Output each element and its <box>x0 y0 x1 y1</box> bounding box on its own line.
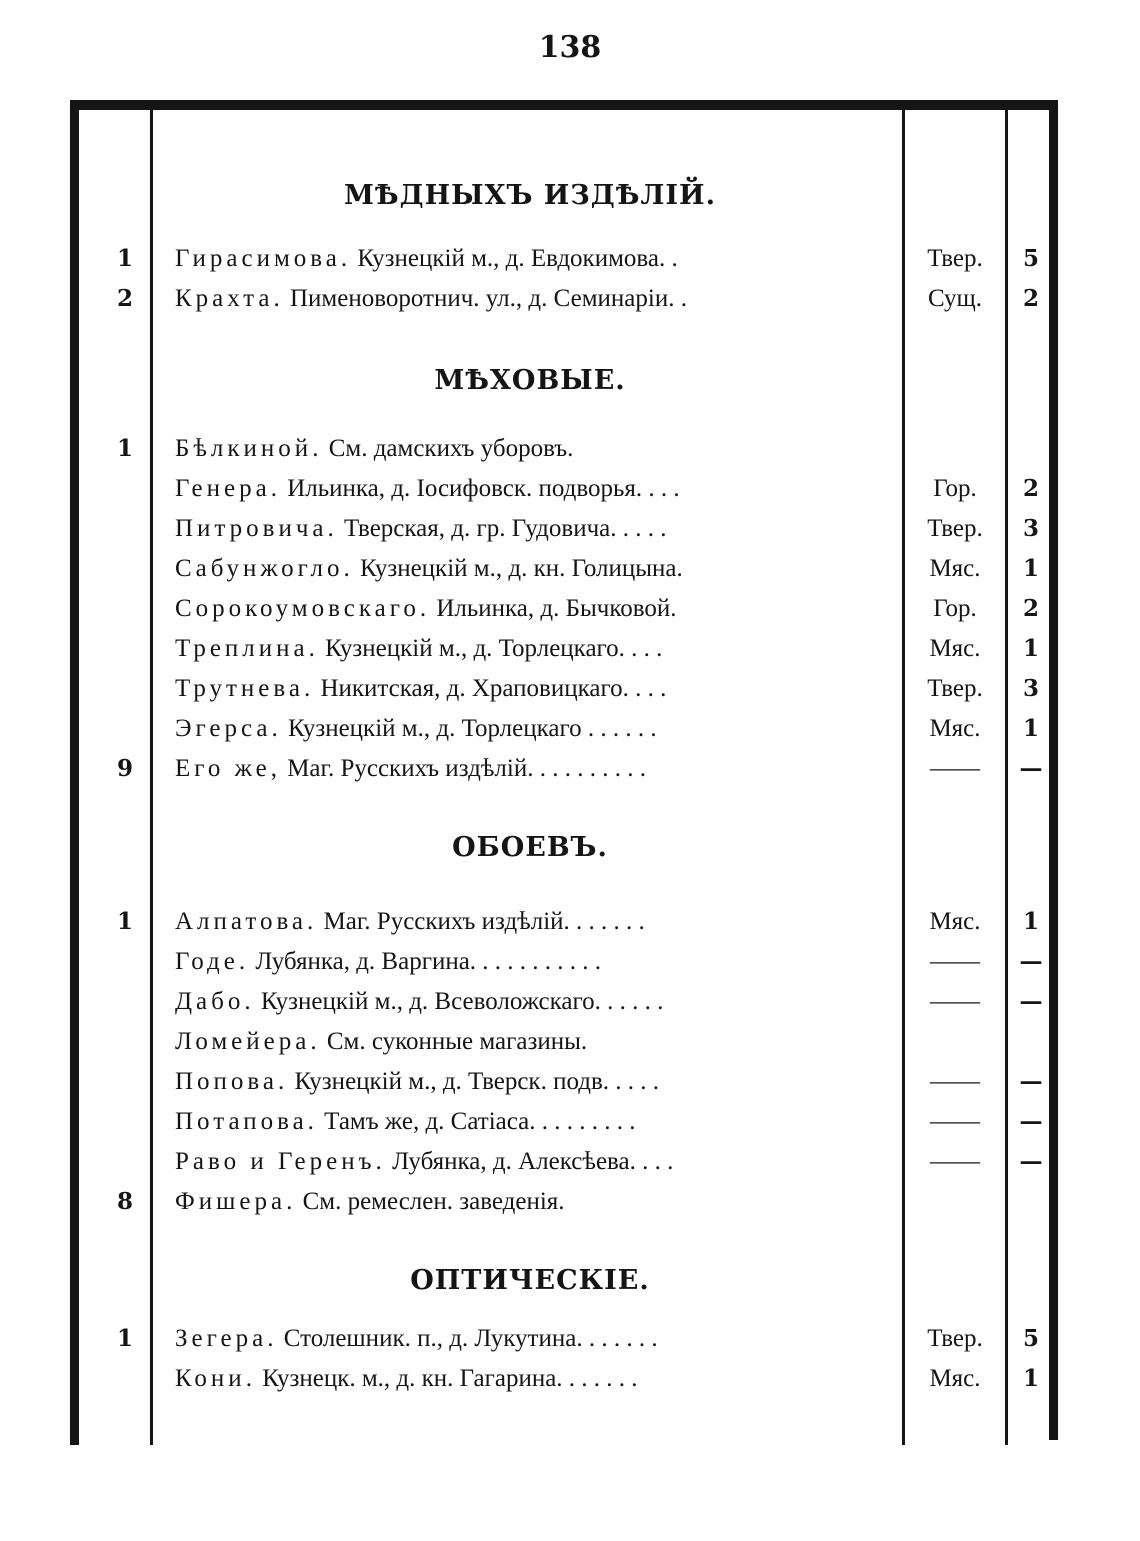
table-row <box>70 1188 1058 1228</box>
entry-address: Ильинка, д. Бычковой. <box>430 595 677 622</box>
entry-name: Сабунжогло. <box>175 555 354 582</box>
entry-part: —— <box>930 1148 980 1175</box>
entry-text <box>175 1068 895 1096</box>
page-number: 138 <box>538 30 602 65</box>
entry-text <box>175 635 895 663</box>
entry-unit: 3 <box>1022 515 1039 542</box>
entry-address: Кузнецкій м., д. Тверск. подв. . . . . <box>288 1068 660 1095</box>
entry-part: Гор. <box>933 595 977 622</box>
entry-part: Мяс. <box>929 908 981 935</box>
entry-name: Попова. <box>175 1068 289 1095</box>
entry-number: 1 <box>116 908 133 935</box>
entry-unit: 1 <box>1022 908 1039 935</box>
entry-part: —— <box>930 1068 980 1095</box>
entry-part: —— <box>930 948 980 975</box>
entry-number: 9 <box>116 755 133 782</box>
table-row <box>70 475 1058 515</box>
entry-name: Фишера. <box>175 1188 297 1215</box>
entry-address: Кузнецкій м., д. Торлецкаго . . . . . . <box>281 715 657 742</box>
table-row <box>70 675 1058 715</box>
entry-name: Его же, <box>175 755 281 782</box>
entry-name: Дабо. <box>175 988 255 1015</box>
table-row <box>70 1148 1058 1188</box>
table-row <box>70 755 1058 795</box>
entry-number: 8 <box>116 1188 133 1215</box>
table-row <box>70 908 1058 948</box>
entry-address: Маг. Русскихъ издѣлій. . . . . . . <box>317 908 645 935</box>
entry-name: Годе. <box>175 948 250 975</box>
table-row <box>70 515 1058 555</box>
entry-name: Крахта. <box>175 285 284 312</box>
entry-text <box>175 715 895 743</box>
entry-name: Раво и Геренъ. <box>175 1148 386 1175</box>
entry-text <box>175 435 895 463</box>
entry-name: Трутнева. <box>175 675 315 702</box>
top-rule <box>70 100 1058 110</box>
table-row <box>70 1108 1058 1148</box>
entry-part: Твер. <box>927 675 983 702</box>
table-row <box>70 715 1058 755</box>
entry-name: Гирасимова. <box>175 245 352 272</box>
entry-text <box>175 675 895 703</box>
entry-address: Тверская, д. гр. Гудовича. . . . . <box>337 515 667 542</box>
entry-name: Потапова. <box>175 1108 318 1135</box>
entry-text <box>175 475 895 503</box>
entry-part: Гор. <box>933 475 977 502</box>
table-row <box>70 1068 1058 1108</box>
section-title: ОПТИЧЕСКІЕ. <box>410 1265 650 1296</box>
table-row <box>70 988 1058 1028</box>
entry-address: Столешник. п., д. Лукутина. . . . . . . <box>277 1325 658 1352</box>
entry-text <box>175 1108 895 1136</box>
entry-unit: 1 <box>1022 635 1039 662</box>
entry-part: Мяс. <box>929 715 981 742</box>
entry-address: Кузнецкій м., д. Торлецкаго. . . . <box>318 635 663 662</box>
entry-name: Генера. <box>175 475 281 502</box>
table-row <box>70 1325 1058 1365</box>
entry-address: Кузнецкій м., д. кн. Голицына. <box>353 555 683 582</box>
entry-text <box>175 755 895 783</box>
entry-part: —— <box>930 1108 980 1135</box>
entry-unit: — <box>1019 948 1043 975</box>
entry-address: Лубянка, д. Алексѣева. . . . <box>385 1148 674 1175</box>
entry-address: Тамъ же, д. Сатіаса. . . . . . . . . <box>317 1108 636 1135</box>
entry-unit: 5 <box>1022 245 1039 272</box>
entry-address: См. дамскихъ уборовъ. <box>322 435 574 462</box>
entry-address: Кузнецкій м., д. Евдокимова. . <box>351 245 678 272</box>
register-table <box>70 100 1058 1450</box>
table-row <box>70 948 1058 988</box>
entry-text <box>175 908 895 936</box>
entry-text <box>175 245 895 273</box>
entry-text <box>175 1188 895 1216</box>
entry-unit: 3 <box>1022 675 1039 702</box>
entry-text <box>175 595 895 623</box>
entry-part: Сущ. <box>927 285 983 312</box>
entry-number: 1 <box>116 1325 133 1352</box>
entry-address: Никитская, д. Храповицкаго. . . . <box>314 675 667 702</box>
table-row <box>70 635 1058 675</box>
entry-unit: 2 <box>1022 595 1039 622</box>
entry-address: См. ремеслен. заведенія. <box>296 1188 565 1215</box>
entry-text <box>175 1028 895 1056</box>
entry-part: Твер. <box>927 245 983 272</box>
entry-number: 1 <box>116 245 133 272</box>
table-row <box>70 595 1058 635</box>
entry-number: 2 <box>116 285 133 312</box>
entry-name: Эгерса. <box>175 715 282 742</box>
entry-name: Треплина. <box>175 635 319 662</box>
entry-text <box>175 948 895 976</box>
entry-address: Ильинка, д. Іосифовск. подворья. . . . <box>280 475 680 502</box>
section-title: МѢДНЫХЪ ИЗДѢЛІЙ. <box>344 180 716 211</box>
entry-text <box>175 515 895 543</box>
entry-name: Бѣлкиной. <box>175 435 323 462</box>
entry-part: Твер. <box>927 1325 983 1352</box>
entry-address: См. суконные магазины. <box>320 1028 588 1055</box>
entry-unit: 2 <box>1022 475 1039 502</box>
section-title: ОБОЕВЪ. <box>452 832 608 863</box>
entry-name: Питровича. <box>175 515 338 542</box>
entry-text <box>175 1365 895 1393</box>
entry-name: Алпатова. <box>175 908 318 935</box>
entry-address: Пименоворотнич. ул., д. Семинаріи. . <box>283 285 687 312</box>
entry-name: Сорокоумовскаго. <box>175 595 431 622</box>
entry-number: 1 <box>116 435 133 462</box>
entry-text <box>175 988 895 1016</box>
table-row <box>70 1365 1058 1405</box>
table-row <box>70 555 1058 595</box>
entry-unit: 1 <box>1022 1365 1039 1392</box>
entry-name: Ломейера. <box>175 1028 321 1055</box>
entry-part: Мяс. <box>929 1365 981 1392</box>
table-row <box>70 1028 1058 1068</box>
entry-address: Маг. Русскихъ издѣлій. . . . . . . . . . <box>280 755 646 782</box>
entry-address: Кузнецк. м., д. кн. Гагарина. . . . . . . <box>255 1365 638 1392</box>
entry-unit: — <box>1019 1148 1043 1175</box>
entry-unit: 5 <box>1022 1325 1039 1352</box>
entry-unit: 1 <box>1022 715 1039 742</box>
entry-part: Мяс. <box>929 555 981 582</box>
entry-part: —— <box>930 988 980 1015</box>
entry-text <box>175 1325 895 1353</box>
entry-text <box>175 1148 895 1176</box>
entry-name: Кони. <box>175 1365 256 1392</box>
entry-part: Мяс. <box>929 635 981 662</box>
entry-part: —— <box>930 755 980 782</box>
entry-unit: — <box>1019 755 1043 782</box>
entry-name: Зегера. <box>175 1325 278 1352</box>
section-title: МѢХОВЫЕ. <box>434 365 626 396</box>
entry-unit: — <box>1019 1108 1043 1135</box>
entry-text <box>175 285 895 313</box>
entry-address: Кузнецкій м., д. Всеволожскаго. . . . . . <box>254 988 664 1015</box>
entry-unit: — <box>1019 1068 1043 1095</box>
table-row <box>70 435 1058 475</box>
entry-address: Лубянка, д. Варгина. . . . . . . . . . . <box>249 948 602 975</box>
entry-part: Твер. <box>927 515 983 542</box>
table-row <box>70 285 1058 325</box>
entry-unit: 2 <box>1022 285 1039 312</box>
entry-unit: — <box>1019 988 1043 1015</box>
entry-unit: 1 <box>1022 555 1039 582</box>
table-row <box>70 245 1058 285</box>
entry-text <box>175 555 895 583</box>
